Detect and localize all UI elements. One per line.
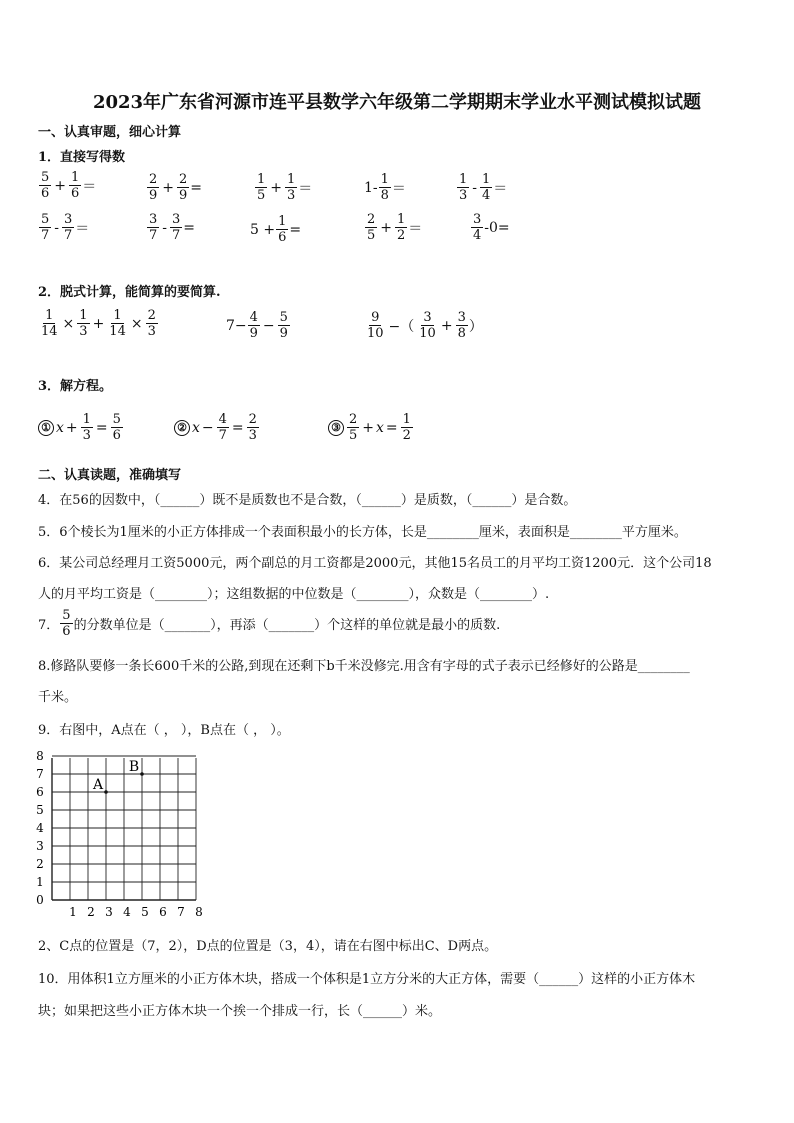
x-tick-label: 2: [87, 905, 95, 919]
x-tick-label: 7: [177, 905, 185, 919]
y-tick-label: 7: [36, 767, 44, 781]
q1-item-6: $\frac{5}{7}$ - $\frac{3}{7}$ ＝: [41, 212, 90, 243]
y-tick-label: 5: [36, 803, 44, 817]
q1-item-5: $\frac{1}{3}$ - $\frac{1}{4}$ ＝: [459, 172, 508, 203]
question-10-line-2: 块；如果把这些小正方体木块一个挨一个排成一行，长（______）米。: [38, 1004, 442, 1019]
x-tick-label: 5: [141, 905, 149, 919]
x-tick-label: 8: [195, 905, 203, 919]
q2-expression-3: $\frac{9}{10}$ −（ $\frac{3}{10}$ + $\frac{3}{8}$ ）: [367, 310, 483, 341]
question-2-label: 2．脱式计算，能简算的要简算.: [38, 285, 221, 300]
question-9: 9．右图中，A点在（ ， ），B点在（ ， ）。: [38, 723, 290, 738]
grid-point-label: A: [92, 777, 104, 793]
question-8-line-1: 8.修路队要修一条长600千米的公路,到现在还剩下b千米没修完.用含有字母的式子表示已经修好的公路是________: [38, 659, 690, 674]
y-tick-label: 3: [36, 839, 44, 853]
y-tick-label: 0: [36, 893, 44, 907]
grid-points: [92, 759, 144, 794]
q2-expression-1: $\frac{1}{14}$ × $\frac{1}{3}$ + $\frac{1}{14}$ × $\frac{2}{3}$: [41, 308, 156, 339]
question-5: 5．6个棱长为1厘米的小正方体排成一个表面积最小的长方体，长是________厘米，表面积是________平方厘米。: [38, 525, 687, 540]
q1-item-9: $\frac{2}{5}$ + $\frac{1}{2}$ ＝: [367, 212, 423, 243]
y-tick-label: 8: [36, 749, 44, 763]
question-10-line-1: 10．用体积1立方厘米的小正方体木块，搭成一个体积是1立方分米的大正方体，需要（______）这样的小正方体木: [38, 972, 696, 987]
question-1-label: 1．直接写得数: [38, 150, 126, 165]
y-tick-label: 4: [36, 821, 44, 835]
x-tick-label: 1: [69, 905, 77, 919]
q1-item-4: 1- $\frac{1}{8}$ ＝: [364, 172, 406, 203]
question-3-label: 3．解方程。: [38, 379, 113, 394]
q1-item-1: $\frac{5}{6}$ + $\frac{1}{6}$ ＝: [41, 170, 97, 201]
grid-point-a: [104, 790, 108, 794]
q3-equation-2: ② x − $\frac{4}{7}$ = $\frac{2}{3}$: [174, 412, 260, 443]
question-7: 7． $\frac{5}{6}$ 的分数单位是（_______），再添（_______）个这样的单位就是最小的质数.: [38, 608, 501, 639]
question-8-line-2: 千米。: [38, 690, 78, 705]
question-6-line-2: 人的月平均工资是（________）；这组数据的中位数是（________），众数是（________）.: [38, 587, 550, 602]
y-tick-label: 1: [36, 875, 44, 889]
grid-point-label: B: [128, 759, 140, 775]
grid-point-b: [140, 772, 144, 776]
q1-item-3: $\frac{1}{5}$ + $\frac{1}{3}$ ＝: [257, 172, 313, 203]
x-tick-label: 3: [105, 905, 113, 919]
q3-equation-3: ③ $\frac{2}{5}$ + x = $\frac{1}{2}$: [328, 412, 414, 443]
section-2-heading: 二、认真读题，准确填写: [38, 468, 182, 483]
q1-item-8: 5 + $\frac{1}{6}$ =: [250, 214, 302, 245]
question-6-line-1: 6．某公司总经理月工资5000元，两个副总的月工资都是2000元，其他15名员工的月平均工资1200元．这个公司18: [38, 556, 712, 571]
q1-item-10: $\frac{3}{4}$ -0=: [473, 212, 510, 243]
question-4: 4．在56的因数中，（______）既不是质数也不是合数，（______）是质数，（______）是合数。: [38, 493, 577, 508]
grid-lines: [52, 756, 196, 900]
coordinate-grid: [30, 746, 210, 922]
page-title: 2023年广东省河源市连平县数学六年级第二学期期末学业水平测试模拟试题: [92, 92, 702, 113]
x-tick-label: 6: [159, 905, 167, 919]
q1-item-2: $\frac{2}{9}$ + $\frac{2}{9}$ =: [149, 172, 203, 203]
y-tick-label: 2: [36, 857, 44, 871]
q2-expression-2: 7− $\frac{4}{9}$ − $\frac{5}{9}$: [226, 310, 288, 341]
section-1-heading: 一、认真审题，细心计算: [38, 125, 182, 140]
question-9-part-2: 2、C点的位置是（7，2），D点的位置是（3，4），请在右图中标出C、D两点。: [38, 939, 498, 954]
x-tick-label: 4: [123, 905, 131, 919]
y-tick-label: 6: [36, 785, 44, 799]
q1-item-7: $\frac{3}{7}$ - $\frac{3}{7}$ =: [149, 212, 196, 243]
q3-equation-1: ① x + $\frac{1}{3}$ = $\frac{5}{6}$: [38, 412, 124, 443]
